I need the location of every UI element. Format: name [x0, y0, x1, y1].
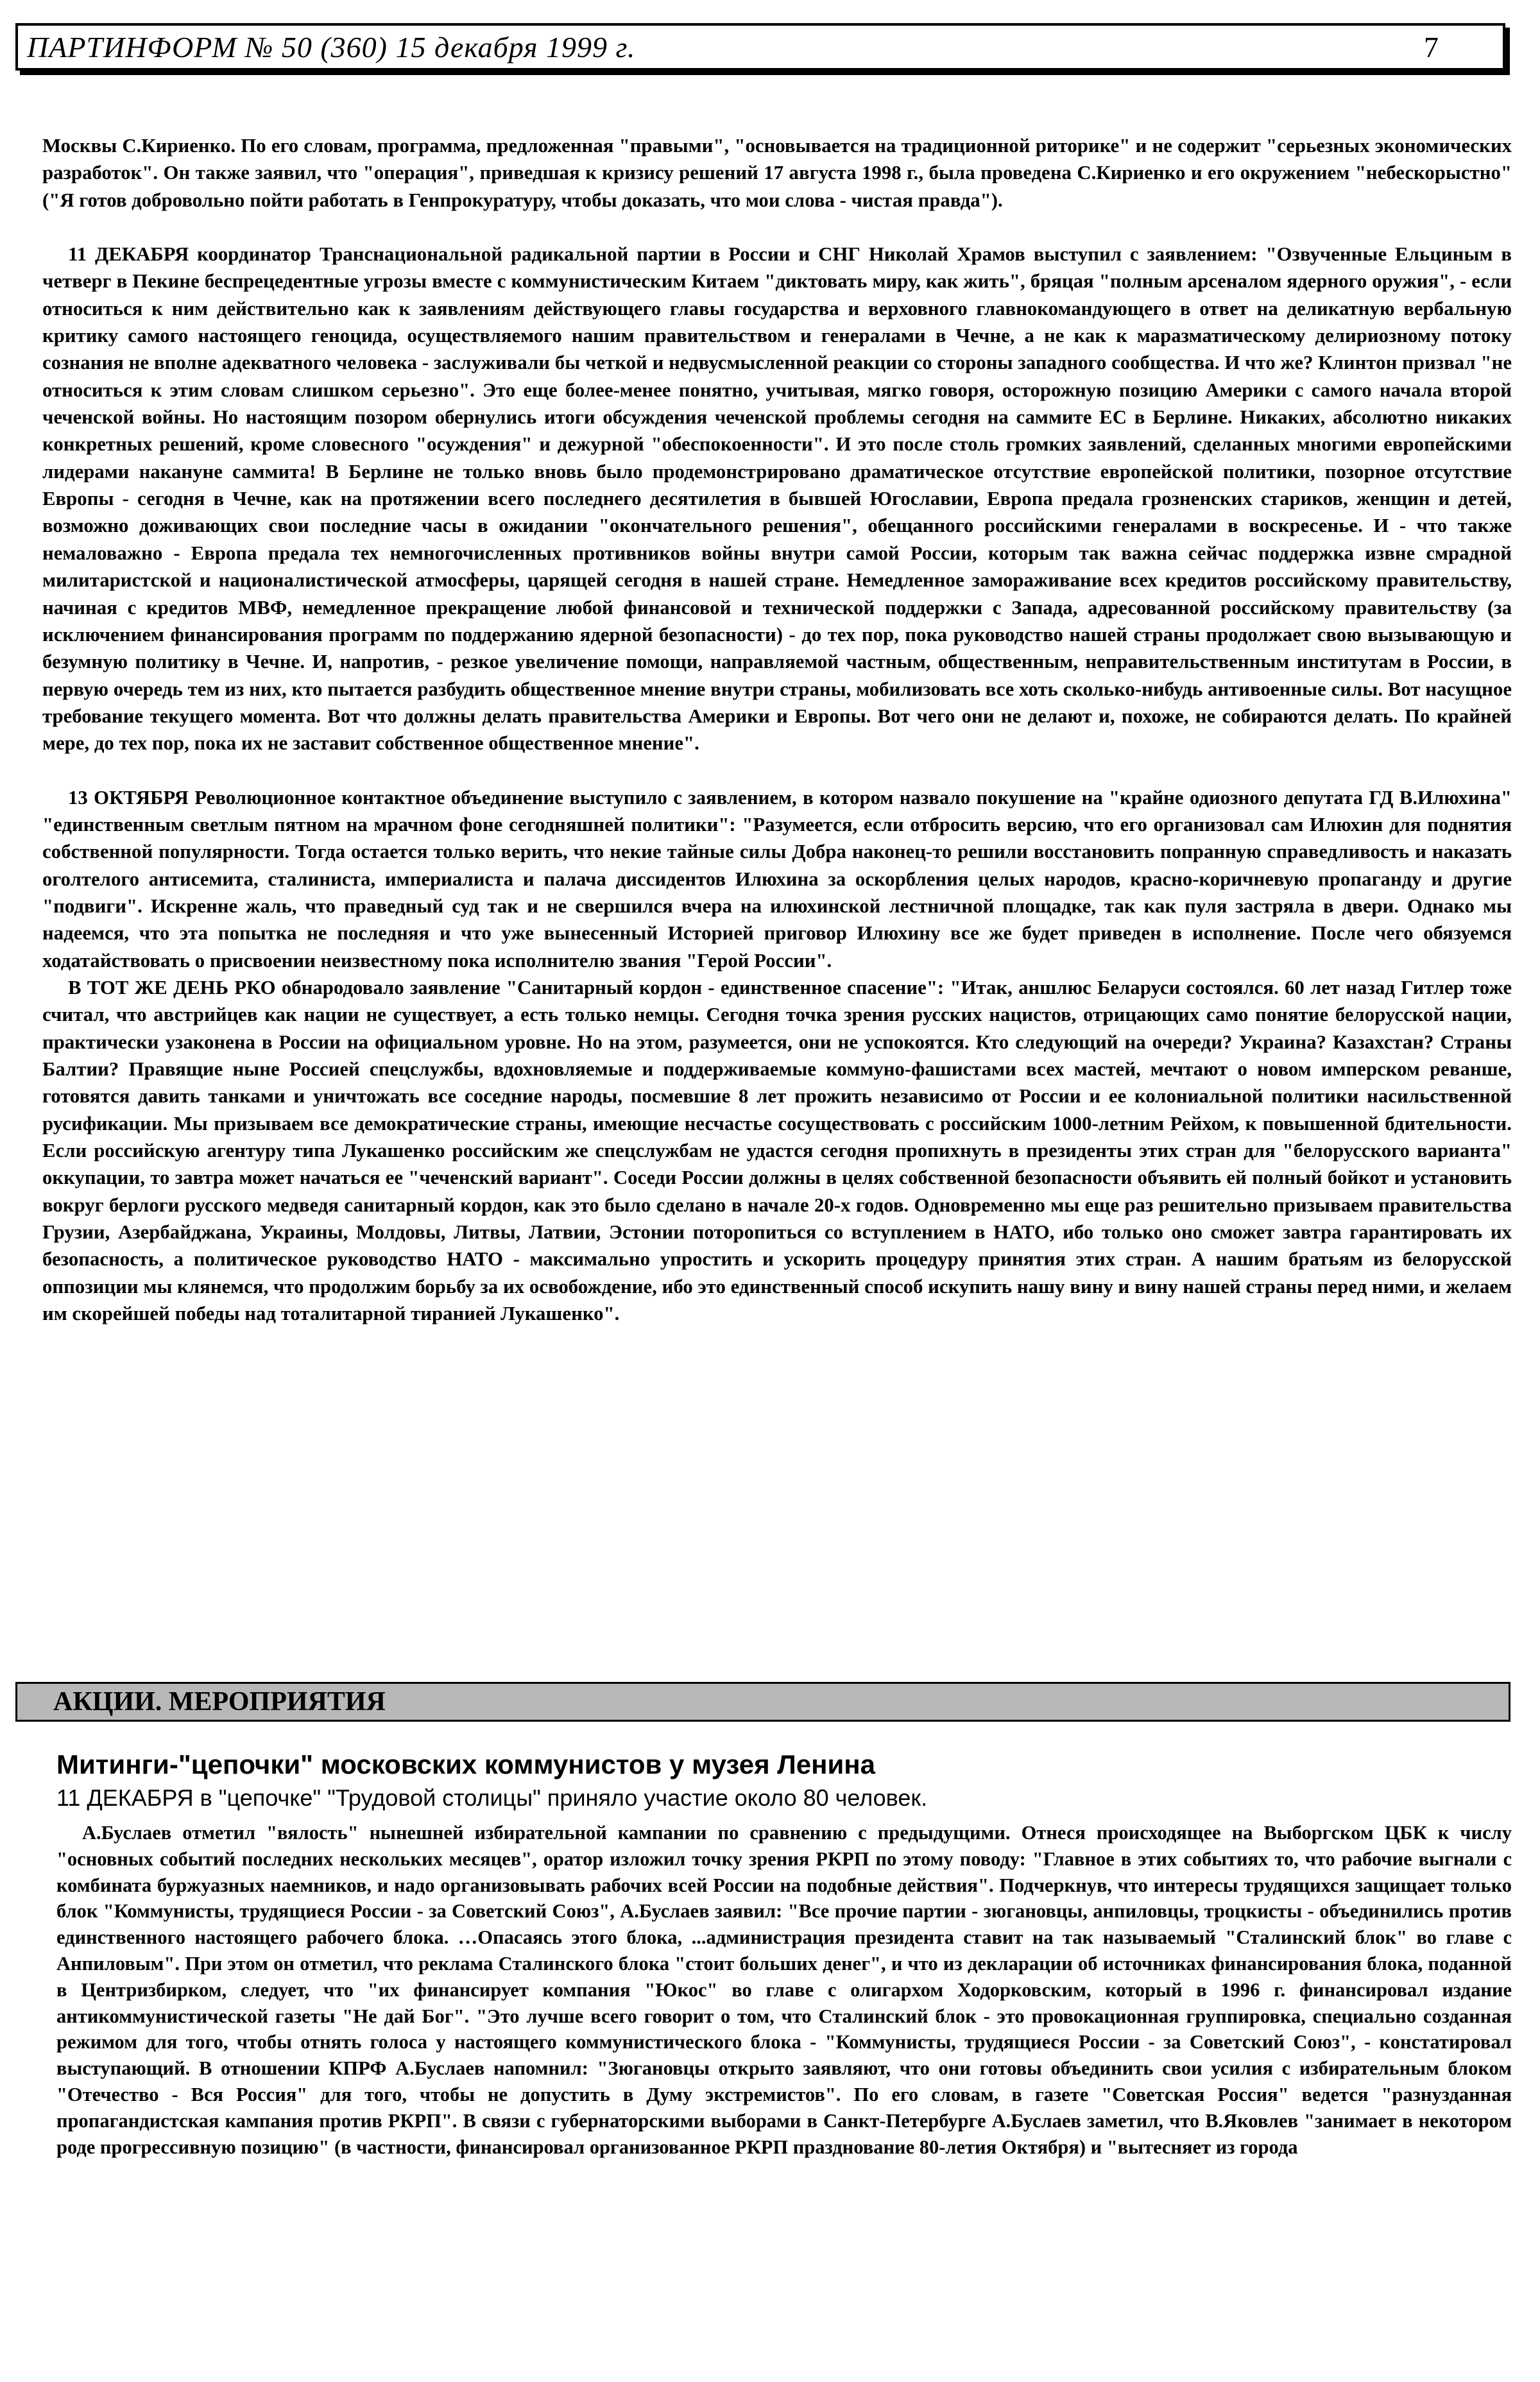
section-header — [15, 1682, 1510, 1722]
news-column — [42, 132, 1512, 1327]
header-title: ПАРТИНФОРМ № 50 (360) 15 декабря 1999 г. — [27, 30, 636, 64]
paragraph-same-day-rko: В ТОТ ЖЕ ДЕНЬ РКО обнародовало заявление "Санитарный кордон - единственное спасение": "Итак, аншлюс Беларуси состоялся. 60 лет назад Гитлер тоже считал, что австрийцев как нации не существует, а есть только немцы. Сегодня точка зрения русских нацистов, отрицающих само понятие белорусской нации, практически узаконена в России на официальном уровне. Но на этом, разумеется, они не успокоятся. Кто следующий на очереди? Украина? Казахстан? Страны Балтии? Правящие ныне Россией спецслужбы, вдохновляемые и поддерживаемые коммуно-фашистами всех мастей, мечтают о новом имперском реванше, готовятся давить танками и уничтожать все соседние народы, посмевшие 8 лет прожить независимо от России и ее колониальной политики насильственной русификации. Мы призываем все демократические страны, имеющие несчастье сосуществовать с российским 1000-летним Рейхом, к повышенной бдительности. Если российскую агентуру типа Лукашенко российским же спецслужбам не удастся сегодня пропихнуть в президенты этих стран для "белорусского варианта" оккупации, то завтра может начаться ее "чеченский вариант". Соседи России должны в целях собственной безопасности объявить ей полный бойкот и установить вокруг берлоги русского медведя санитарный кордон, как это было сделано в начале 20-х годов. Одновременно мы еще раз решительно призываем правительства Грузии, Азербайджана, Украины, Молдовы, Литвы, Латвии, Эстонии поторопиться со вступлением в НАТО, ибо только оно сможет завтра гарантировать их безопасность, а политическое руководство НАТО - максимально упростить и ускорить процедуру принятия этих стран. А нашим братьям из белорусской оппозиции мы клянемся, что продолжим борьбу за их освобождение, ибо это единственный способ искупить нашу вину и вину нашей страны перед ними, и желаем им скорейшей победы над тоталитарной тиранией Лукашенко". — [42, 976, 1512, 1325]
paragraph-dec-11-khramov: 11 ДЕКАБРЯ координатор Транснациональной радикальной партии в России и СНГ Николай Храмов выступил с заявлением: "Озвученные Ельциным в четверг в Пекине беспрецедентные угрозы вместе с коммунистическим Китаем "диктовать миру, как жить", бряцая "полным арсеналом ядерного оружия", - если относиться к ним действительно как к заявлениям действующего главы государства и верховного главнокомандующего в ответ на деликатную вербальную критику самого настоящего геноцида, осуществляемого нашим правительством и генералами в Чечне, а не как к маразматическому делириозному потоку сознания не вполне адекватного человека - заслуживали бы четкой и недвусмысленной реакции со стороны западного сообщества. И что же? Клинтон призвал "не относиться к этим словам слишком серьезно". Это еще более-менее понятно, учитывая, мягко говоря, осторожную позицию Америки с самого начала второй чеченской войны. Но настоящим позором обернулись итоги обсуждения чеченской проблемы сегодня на саммите ЕС в Берлине. Никаких, абсолютно никаких конкретных решений, кроме словесного "осуждения" и дежурной "обеспокоенности". И это после столь громких заявлений, сделанных многими европейскими лидерами накануне саммита! В Берлине не только вновь было продемонстрировано драматическое отсутствие европейской политики, позорное отсутствие Европы - сегодня в Чечне, как на протяжении всего последнего десятилетия в бывшей Югославии, Европа предала грозненских стариков, женщин и детей, возможно доживающих свои последние часы в ожидании "окончательного решения", обещанного российскими генералами в воскресенье. И - что также немаловажно - Европа предала тех немногочисленных противников войны внутри самой России, которым так важна сейчас поддержка извне смрадной милитаристской и националистической атмосферы, царящей сегодня в нашей стране. Немедленное замораживание всех кредитов российскому правительству, начиная с кредитов МВФ, немедленное прекращение любой финансовой и технической поддержки с Запада, адресованной российскому правительству (за исключением финансирования программ по поддержанию ядерной безопасности) - до тех пор, пока руководство нашей страны продолжает свою вызывающую и безумную политику в Чечне. И, напротив, - резкое увеличение помощи, направляемой частным, общественным, неправительственным институтам в России, в первую очередь тем из них, кто пытается разбудить общественное мнение внутри страны, мобилизовать все хоть сколько-нибудь антивоенные силы. Вот насущное требование текущего момента. Вот что должны делать правительства Америки и Европы. Вот чего они не делают и, похоже, не собираются делать. По крайней мере, до тех пор, пока их не заставит собственное общественное мнение". — [42, 243, 1512, 755]
paragraph-kirienko: Москвы С.Кириенко. По его словам, программа, предложенная "правыми", "основывается на традиционной риторике" и не содержит "серьезных экономических разработок". Он также заявил, что "операция", приведшая к кризису решений 17 августа 1998 г., была проведена С.Кириенко и его окружением "небескорыстно" ("Я готов добровольно пойти работать в Генпрокуратуру, чтобы доказать, что мои слова - чистая правда"). — [42, 135, 1512, 211]
newspaper-page — [15, 23, 1510, 2359]
article-body: А.Буслаев отметил "вялость" нынешней избирательной кампании по сравнению с предыдущими. Отнеся происходящее на Выборгском ЦБК к числу "основных событий последних нескольких месяцев", оратор изложил точку зрения РКРП по этому поводу: "Главное в этих событиях то, что рабочие выгнали с комбината буржуазных наемников, и надо организовывать рабочих всей России на подобные действия". Подчеркнув, что интересы трудящихся защищает только блок "Коммунисты, трудящиеся России - за Советский Союз", А.Буслаев заявил: "Все прочие партии - зюгановцы, анпиловцы, троцкисты - объединились против единственного настоящего рабочего блока. …Опасаясь этого блока, ...администрация президента ставит на так называемый "Сталинский блок" во главе с Анпиловым". При этом он отметил, что реклама Сталинского блока "стоит больших денег", и что из декларации об источниках финансирования блока, поданной в Центризбирком, следует, что "их финансирует компания "Юкос" во главе с олигархом Ходорковским, который в 1996 г. финансировал издание антикоммунистической газеты "Не дай Бог". "Это лучше всего говорит о том, что Сталинский блок - это провокационная группировка, специально созданная режимом для того, чтобы отнять голоса у настоящего коммунистического блока - "Коммунисты, трудящиеся России - за Советский Союз", - констатировал выступающий. В отношении КПРФ А.Буслаев напомнил: "Зюгановцы открыто заявляют, что они готовы объединить свои усилия с избирательным блоком "Отечество - Вся Россия" для того, чтобы не допустить в Думу экстремистов". По его словам, в газете "Советская Россия" ведется "разнузданная пропагандистская кампания против РКРП". В связи с губернаторскими выборами в Санкт-Петербурге А.Буслаев заметил, что В.Яковлев "занимает в некотором роде прогрессивную позицию" (в частности, финансировал организованное РКРП празднование 80-летия Октября) и "вытесняет из города — [56, 1822, 1512, 2158]
article-title: Митинги-"цепочки" московских коммунистов у музея Ленина — [56, 1749, 875, 1779]
paragraph-oct-13-rko: 13 ОКТЯБРЯ Революционное контактное объединение выступило с заявлением, в котором назвало покушение на "крайне одиозного депутата ГД В.Илюхина" "единственным светлым пятном на мрачном фоне сегодняшней политики": "Разумеется, если отбросить версию, что его организовал сам Илюхин для поднятия собственной популярности. Тогда остается только верить, что некие тайные силы Добра наконец-то решили восстановить попранную справедливость и наказать оголтелого антисемита, сталиниста, империалиста и палача диссидентов Илюхина за оскорбления целых народов, красно-коричневую пропаганду и другие "подвиги". Искренне жаль, что праведный суд так и не свершился вчера на илюхинской лестничной площадке, так как пуля застряла в двери. Однако мы надеемся, что эта попытка не последняя и что уже вынесенный Историей приговор Илюхину все же будет приведен в исполнение. После чего обязуемся ходатайствовать о присвоении неизвестному пока исполнителю звания "Герой России". — [42, 786, 1512, 972]
article-subtitle: 11 ДЕКАБРЯ в "цепочке" "Трудовой столицы" приняло участие около 80 человек. — [56, 1785, 928, 1811]
page-header — [15, 23, 1505, 71]
section-title: АКЦИИ. МЕРОПРИЯТИЯ — [53, 1687, 386, 1717]
page-number: 7 — [1424, 30, 1439, 64]
